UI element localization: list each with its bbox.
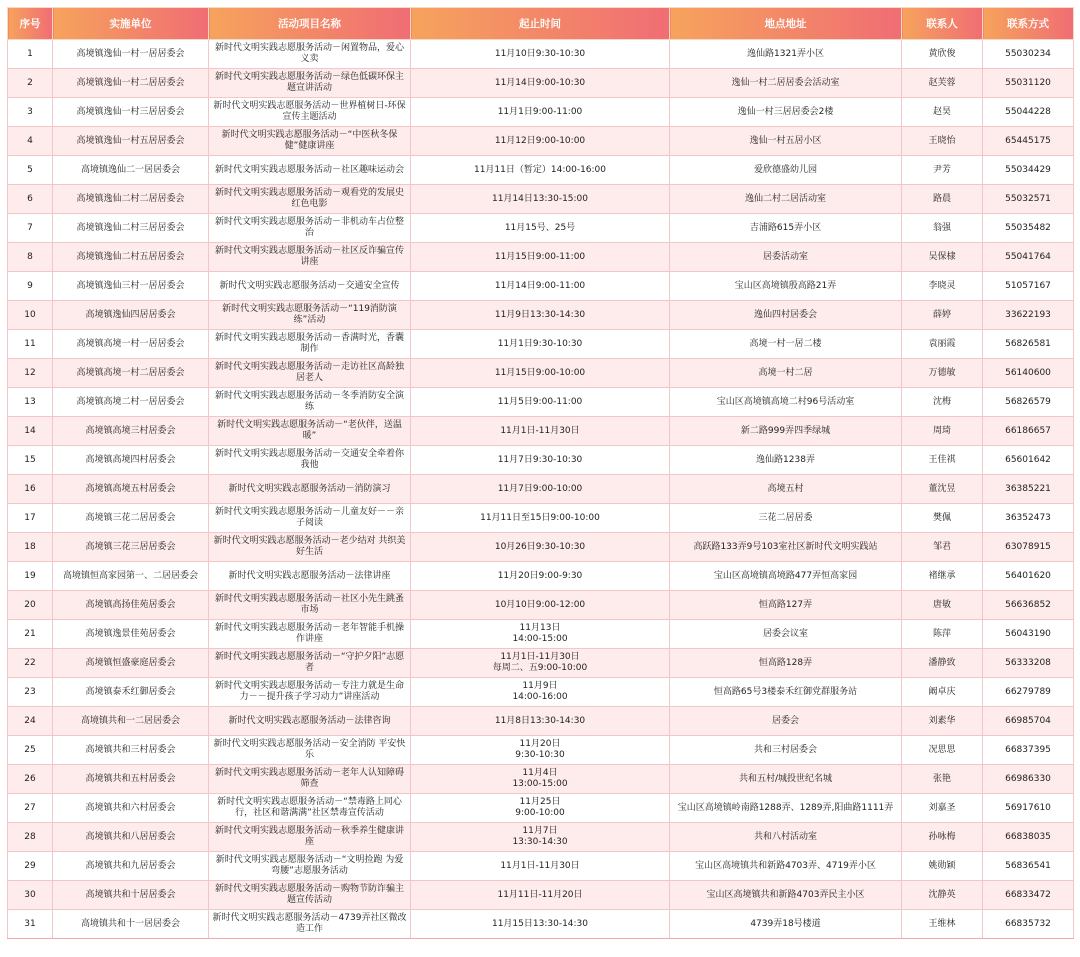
column-header-unit: 实施单位	[53, 8, 209, 40]
cell-index: 7	[8, 214, 53, 243]
cell-activity: 新时代文明实践志愿服务活动－“119消防演练”活动	[209, 301, 411, 330]
cell-time: 11月9日13:30-14:30	[411, 301, 670, 330]
cell-address: 逸仙一村五居小区	[670, 127, 902, 156]
cell-unit: 高境镇共和三村居委会	[53, 736, 209, 765]
cell-phone: 56826581	[983, 330, 1074, 359]
cell-index: 15	[8, 446, 53, 475]
cell-unit: 高境镇逸仙二村五居居委会	[53, 243, 209, 272]
cell-address: 高境一村一居二楼	[670, 330, 902, 359]
cell-address: 吉浦路615弄小区	[670, 214, 902, 243]
cell-address: 爱欣德盛幼儿园	[670, 156, 902, 185]
cell-phone: 51057167	[983, 272, 1074, 301]
column-header-time: 起止时间	[411, 8, 670, 40]
cell-unit: 高境镇共和十居居委会	[53, 881, 209, 910]
cell-activity: 新时代文明实践志愿服务活动－冬季消防安全演练	[209, 388, 411, 417]
cell-activity: 新时代文明实践志愿服务活动－4739弄社区微改造工作	[209, 910, 411, 939]
cell-time: 11月1日-11月30日 每周二、五9:00-10:00	[411, 649, 670, 678]
table-row	[8, 881, 1074, 910]
cell-time: 11月4日 13:00-15:00	[411, 765, 670, 794]
cell-contact: 唐敏	[902, 591, 983, 620]
cell-time: 11月14日9:00-10:30	[411, 69, 670, 98]
cell-phone: 66279789	[983, 678, 1074, 707]
cell-phone: 65601642	[983, 446, 1074, 475]
cell-phone: 63078915	[983, 533, 1074, 562]
cell-address: 宝山区高境镇高境二村96号活动室	[670, 388, 902, 417]
cell-index: 27	[8, 794, 53, 823]
cell-unit: 高境镇共和九居居委会	[53, 852, 209, 881]
cell-activity: 新时代文明实践志愿服务活动－法律讲座	[209, 562, 411, 591]
cell-index: 18	[8, 533, 53, 562]
cell-address: 逸仙二村二居活动室	[670, 185, 902, 214]
cell-time: 11月13日 14:00-15:00	[411, 620, 670, 649]
cell-contact: 王维林	[902, 910, 983, 939]
cell-phone: 55034429	[983, 156, 1074, 185]
cell-unit: 高境镇共和六村居委会	[53, 794, 209, 823]
cell-contact: 沈静英	[902, 881, 983, 910]
cell-activity: 新时代文明实践志愿服务活动－世界植树日-环保宣传主题活动	[209, 98, 411, 127]
cell-index: 19	[8, 562, 53, 591]
cell-contact: 周琦	[902, 417, 983, 446]
cell-phone: 55032571	[983, 185, 1074, 214]
cell-index: 11	[8, 330, 53, 359]
cell-activity: 新时代文明实践志愿服务活动－秋季养生健康讲座	[209, 823, 411, 852]
table-row	[8, 388, 1074, 417]
cell-activity: 新时代文明实践志愿服务活动－“文明捡跑 为爱弯腰”志愿服务活动	[209, 852, 411, 881]
table-row	[8, 214, 1074, 243]
cell-time: 11月7日9:30-10:30	[411, 446, 670, 475]
cell-unit: 高境镇高境二村一居居委会	[53, 388, 209, 417]
cell-contact: 阚卓庆	[902, 678, 983, 707]
cell-unit: 高境镇逸仙二村三居居委会	[53, 214, 209, 243]
cell-contact: 褚继承	[902, 562, 983, 591]
cell-contact: 吴保棣	[902, 243, 983, 272]
cell-phone: 33622193	[983, 301, 1074, 330]
table-row	[8, 359, 1074, 388]
cell-address: 居委会议室	[670, 620, 902, 649]
cell-index: 4	[8, 127, 53, 156]
cell-phone: 56333208	[983, 649, 1074, 678]
cell-contact: 沈梅	[902, 388, 983, 417]
cell-phone: 66837395	[983, 736, 1074, 765]
cell-index: 20	[8, 591, 53, 620]
cell-contact: 赵芙蓉	[902, 69, 983, 98]
cell-time: 11月5日9:00-11:00	[411, 388, 670, 417]
cell-address: 逸仙一村三居居委会2楼	[670, 98, 902, 127]
cell-unit: 高境镇共和八居居委会	[53, 823, 209, 852]
cell-unit: 高境镇逸仙二村二居居委会	[53, 185, 209, 214]
cell-index: 6	[8, 185, 53, 214]
cell-activity: 新时代文明实践志愿服务活动－“中医秋冬保健”健康讲座	[209, 127, 411, 156]
cell-index: 29	[8, 852, 53, 881]
cell-contact: 刘素华	[902, 707, 983, 736]
cell-unit: 高境镇共和一二居居委会	[53, 707, 209, 736]
cell-contact: 王晓怡	[902, 127, 983, 156]
cell-address: 逸仙路1238弄	[670, 446, 902, 475]
cell-address: 居委活动室	[670, 243, 902, 272]
table-row	[8, 504, 1074, 533]
cell-unit: 高境镇逸仙一村一居居委会	[53, 40, 209, 69]
cell-time: 11月12日9:00-10:00	[411, 127, 670, 156]
cell-unit: 高境镇高境一村二居居委会	[53, 359, 209, 388]
cell-index: 24	[8, 707, 53, 736]
cell-activity: 新时代文明实践志愿服务活动－社区小先生跳蚤市场	[209, 591, 411, 620]
table-row	[8, 330, 1074, 359]
cell-unit: 高境镇高境四村居委会	[53, 446, 209, 475]
cell-unit: 高境镇恒盛豪庭居委会	[53, 649, 209, 678]
cell-activity: 新时代文明实践志愿服务活动－老年智能手机操作讲座	[209, 620, 411, 649]
cell-phone: 56401620	[983, 562, 1074, 591]
cell-contact: 翁强	[902, 214, 983, 243]
column-header-phone: 联系方式	[983, 8, 1074, 40]
table-row	[8, 475, 1074, 504]
table-row	[8, 301, 1074, 330]
cell-phone: 55030234	[983, 40, 1074, 69]
cell-phone: 66833472	[983, 881, 1074, 910]
table-row	[8, 852, 1074, 881]
cell-unit: 高境镇三花二居居委会	[53, 504, 209, 533]
cell-time: 11月11日（暂定）14:00-16:00	[411, 156, 670, 185]
activity-table-container	[7, 7, 1073, 939]
cell-unit: 高境镇高境一村一居居委会	[53, 330, 209, 359]
table-row	[8, 417, 1074, 446]
cell-activity: 新时代文明实践志愿服务活动－闲置物品，爱心义卖	[209, 40, 411, 69]
cell-activity: 新时代文明实践志愿服务活动－社区反诈骗宣传讲座	[209, 243, 411, 272]
cell-index: 25	[8, 736, 53, 765]
cell-unit: 高境镇逸仙三村一居居委会	[53, 272, 209, 301]
cell-contact: 陈萍	[902, 620, 983, 649]
cell-address: 居委会	[670, 707, 902, 736]
cell-contact: 张艳	[902, 765, 983, 794]
cell-unit: 高境镇逸仙一村三居居委会	[53, 98, 209, 127]
cell-phone: 66835732	[983, 910, 1074, 939]
cell-phone: 56826579	[983, 388, 1074, 417]
cell-index: 13	[8, 388, 53, 417]
cell-phone: 56140600	[983, 359, 1074, 388]
cell-phone: 55031120	[983, 69, 1074, 98]
cell-contact: 赵昊	[902, 98, 983, 127]
cell-phone: 55044228	[983, 98, 1074, 127]
cell-activity: 新时代文明实践志愿服务活动－社区趣味运动会	[209, 156, 411, 185]
table-row	[8, 127, 1074, 156]
cell-address: 共和五村/城投世纪名城	[670, 765, 902, 794]
table-row	[8, 272, 1074, 301]
cell-unit: 高境镇高境三村居委会	[53, 417, 209, 446]
cell-unit: 高境镇逸仙一村二居居委会	[53, 69, 209, 98]
cell-index: 1	[8, 40, 53, 69]
cell-index: 30	[8, 881, 53, 910]
cell-phone: 56636852	[983, 591, 1074, 620]
table-row	[8, 823, 1074, 852]
table-row	[8, 620, 1074, 649]
cell-contact: 邹君	[902, 533, 983, 562]
cell-address: 高跃路133弄9号103室社区新时代文明实践站	[670, 533, 902, 562]
cell-index: 12	[8, 359, 53, 388]
cell-index: 9	[8, 272, 53, 301]
cell-index: 31	[8, 910, 53, 939]
table-row	[8, 678, 1074, 707]
table-row	[8, 243, 1074, 272]
cell-address: 共和三村居委会	[670, 736, 902, 765]
cell-phone: 65445175	[983, 127, 1074, 156]
cell-activity: 新时代文明实践志愿服务活动－走访社区高龄独居老人	[209, 359, 411, 388]
cell-contact: 万德敏	[902, 359, 983, 388]
cell-contact: 尹芳	[902, 156, 983, 185]
cell-phone: 66186657	[983, 417, 1074, 446]
cell-address: 逸仙路1321弄小区	[670, 40, 902, 69]
table-header-row	[8, 8, 1074, 40]
cell-time: 11月20日9:00-9:30	[411, 562, 670, 591]
cell-phone: 66838035	[983, 823, 1074, 852]
table-row	[8, 910, 1074, 939]
cell-time: 11月1日9:30-10:30	[411, 330, 670, 359]
cell-unit: 高境镇逸景佳苑居委会	[53, 620, 209, 649]
cell-activity: 新时代文明实践志愿服务活动－老少结对 共织美好生活	[209, 533, 411, 562]
cell-time: 11月14日9:00-11:00	[411, 272, 670, 301]
cell-time: 11月25日 9:00-10:00	[411, 794, 670, 823]
cell-contact: 路晨	[902, 185, 983, 214]
cell-phone: 55041764	[983, 243, 1074, 272]
cell-activity: 新时代文明实践志愿服务活动－“守护夕阳”志愿者	[209, 649, 411, 678]
cell-index: 17	[8, 504, 53, 533]
table-row	[8, 156, 1074, 185]
cell-activity: 新时代文明实践志愿服务活动－消防演习	[209, 475, 411, 504]
cell-index: 22	[8, 649, 53, 678]
table-body	[8, 40, 1074, 939]
cell-activity: 新时代文明实践志愿服务活动－非机动车占位整治	[209, 214, 411, 243]
table-row	[8, 765, 1074, 794]
cell-contact: 黄欣俊	[902, 40, 983, 69]
cell-time: 11月1日9:00-11:00	[411, 98, 670, 127]
cell-address: 三花二居居委	[670, 504, 902, 533]
cell-contact: 袁丽霞	[902, 330, 983, 359]
cell-index: 3	[8, 98, 53, 127]
cell-time: 11月7日 13:30-14:30	[411, 823, 670, 852]
cell-activity: 新时代文明实践志愿服务活动－儿童友好－－亲子阅读	[209, 504, 411, 533]
cell-address: 宝山区高境镇高境路477弄恒高家园	[670, 562, 902, 591]
cell-address: 恒高路127弄	[670, 591, 902, 620]
cell-address: 恒高路65号3楼泰禾红御党群服务站	[670, 678, 902, 707]
cell-index: 16	[8, 475, 53, 504]
cell-activity: 新时代文明实践志愿服务活动－观看党的发展史红色电影	[209, 185, 411, 214]
table-row	[8, 533, 1074, 562]
cell-address: 逸仙四村居委会	[670, 301, 902, 330]
cell-index: 21	[8, 620, 53, 649]
cell-phone: 36352473	[983, 504, 1074, 533]
cell-unit: 高境镇三花三居居委会	[53, 533, 209, 562]
cell-contact: 孙咏梅	[902, 823, 983, 852]
cell-address: 恒高路128弄	[670, 649, 902, 678]
cell-index: 8	[8, 243, 53, 272]
cell-unit: 高境镇恒高家园第一、二居居委会	[53, 562, 209, 591]
cell-contact: 王佳祺	[902, 446, 983, 475]
cell-address: 宝山区高境镇岭南路1288弄、1289弄,阳曲路1111弄	[670, 794, 902, 823]
cell-index: 5	[8, 156, 53, 185]
cell-phone: 56836541	[983, 852, 1074, 881]
cell-address: 新二路999弄四季绿城	[670, 417, 902, 446]
cell-contact: 樊佩	[902, 504, 983, 533]
cell-unit: 高境镇逸仙一村五居居委会	[53, 127, 209, 156]
cell-index: 10	[8, 301, 53, 330]
cell-time: 11月20日 9:30-10:30	[411, 736, 670, 765]
cell-unit: 高境镇泰禾红御居委会	[53, 678, 209, 707]
cell-time: 11月15日13:30-14:30	[411, 910, 670, 939]
cell-time: 11月11日至15日9:00-10:00	[411, 504, 670, 533]
cell-index: 28	[8, 823, 53, 852]
table-row	[8, 736, 1074, 765]
cell-activity: 新时代文明实践志愿服务活动－法律咨询	[209, 707, 411, 736]
column-header-contact: 联系人	[902, 8, 983, 40]
table-row	[8, 562, 1074, 591]
cell-contact: 潘静致	[902, 649, 983, 678]
cell-activity: 新时代文明实践志愿服务活动－香满时光，香囊制作	[209, 330, 411, 359]
cell-address: 高境一村二居	[670, 359, 902, 388]
cell-address: 共和八村活动室	[670, 823, 902, 852]
activity-table	[7, 7, 1074, 939]
cell-index: 26	[8, 765, 53, 794]
cell-activity: 新时代文明实践志愿服务活动－“老伙伴，送温暖”	[209, 417, 411, 446]
cell-activity: 新时代文明实践志愿服务活动－“禁毒路上同心行，社区和谐满满”社区禁毒宣传活动	[209, 794, 411, 823]
cell-unit: 高境镇逸仙二一居居委会	[53, 156, 209, 185]
cell-time: 11月7日9:00-10:00	[411, 475, 670, 504]
cell-phone: 66986330	[983, 765, 1074, 794]
table-row	[8, 591, 1074, 620]
cell-activity: 新时代文明实践志愿服务活动－绿色低碳环保主题宣讲活动	[209, 69, 411, 98]
cell-unit: 高境镇高扬佳苑居委会	[53, 591, 209, 620]
cell-time: 11月1日-11月30日	[411, 417, 670, 446]
cell-address: 4739弄18号楼道	[670, 910, 902, 939]
cell-time: 11月11日-11月20日	[411, 881, 670, 910]
cell-address: 逸仙一村二居居委会活动室	[670, 69, 902, 98]
cell-index: 2	[8, 69, 53, 98]
cell-contact: 董沈昱	[902, 475, 983, 504]
table-row	[8, 707, 1074, 736]
cell-activity: 新时代文明实践志愿服务活动－老年人认知障碍筛查	[209, 765, 411, 794]
cell-unit: 高境镇共和五村居委会	[53, 765, 209, 794]
cell-time: 11月8日13:30-14:30	[411, 707, 670, 736]
cell-time: 10月26日9:30-10:30	[411, 533, 670, 562]
cell-address: 宝山区高境镇共和新路4703弄、4719弄小区	[670, 852, 902, 881]
cell-time: 10月10日9:00-12:00	[411, 591, 670, 620]
cell-time: 11月15日9:00-11:00	[411, 243, 670, 272]
table-row	[8, 649, 1074, 678]
cell-activity: 新时代文明实践志愿服务活动－安全消防 平安快乐	[209, 736, 411, 765]
cell-activity: 新时代文明实践志愿服务活动－交通安全宣传	[209, 272, 411, 301]
cell-index: 23	[8, 678, 53, 707]
cell-contact: 姚勋颖	[902, 852, 983, 881]
cell-contact: 李晓灵	[902, 272, 983, 301]
table-row	[8, 40, 1074, 69]
cell-unit: 高境镇逸仙四居居委会	[53, 301, 209, 330]
table-row	[8, 185, 1074, 214]
table-row	[8, 794, 1074, 823]
cell-activity: 新时代文明实践志愿服务活动－专注力就是生命力－－提升孩子学习动力”讲座活动	[209, 678, 411, 707]
cell-address: 宝山区高境镇殷高路21弄	[670, 272, 902, 301]
cell-time: 11月14日13:30-15:00	[411, 185, 670, 214]
cell-unit: 高境镇共和十一居居委会	[53, 910, 209, 939]
cell-time: 11月10日9:30-10:30	[411, 40, 670, 69]
table-row	[8, 446, 1074, 475]
cell-contact: 况思思	[902, 736, 983, 765]
column-header-index: 序号	[8, 8, 53, 40]
column-header-address: 地点地址	[670, 8, 902, 40]
cell-phone: 56043190	[983, 620, 1074, 649]
cell-time: 11月15号、25号	[411, 214, 670, 243]
cell-phone: 36385221	[983, 475, 1074, 504]
cell-phone: 66985704	[983, 707, 1074, 736]
cell-phone: 55035482	[983, 214, 1074, 243]
cell-address: 高境五村	[670, 475, 902, 504]
cell-activity: 新时代文明实践志愿服务活动－交通安全牵着你我他	[209, 446, 411, 475]
cell-time: 11月1日-11月30日	[411, 852, 670, 881]
cell-contact: 薛婷	[902, 301, 983, 330]
table-row	[8, 98, 1074, 127]
cell-time: 11月15日9:00-10:00	[411, 359, 670, 388]
cell-unit: 高境镇高境五村居委会	[53, 475, 209, 504]
table-row	[8, 69, 1074, 98]
cell-contact: 刘嘉圣	[902, 794, 983, 823]
cell-address: 宝山区高境镇共和新路4703弄民主小区	[670, 881, 902, 910]
cell-time: 11月9日 14:00-16:00	[411, 678, 670, 707]
cell-activity: 新时代文明实践志愿服务活动－购物节防诈骗主题宣传活动	[209, 881, 411, 910]
column-header-activity: 活动项目名称	[209, 8, 411, 40]
cell-index: 14	[8, 417, 53, 446]
cell-phone: 56917610	[983, 794, 1074, 823]
